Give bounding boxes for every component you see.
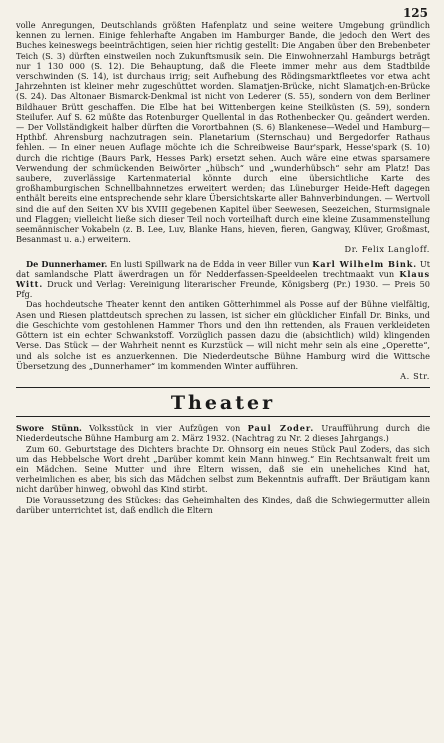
section-title: Theater <box>170 392 276 415</box>
play-title: Swore Stünn. <box>16 423 82 434</box>
page-number: 125 <box>402 6 428 20</box>
review-intro: En lusti Spillwark na de Edda in veer Biller vun <box>107 258 313 269</box>
review-header <box>16 259 430 300</box>
review-paragraph: Zum 60. Geburtstage des Dichters brachte Dr. Ohnsorg ein neues Stück Paul Zoders, das sich um das Hebbelsche Wort dreht „Darüber kommt kein Mann hinweg.“ Ein Rechtsanwalt freit um ein Mädchen. Seine Mutter und ihre Eltern wissen, daß sie ein uneheliches Kind hat, verheimlichen es aber, bis sich das Mädchen selbst zum Bekenntnis aufrafft. Der Bräutigam kann nicht darüber hinweg, obwohl das Kind stirbt. <box>16 443 430 495</box>
review-signature: A. Str. <box>400 370 430 381</box>
section-divider <box>16 416 430 417</box>
review-paragraph: volle Anregungen, Deutschlands größten Hafenplatz und seine weitere Umgebung gründlich kennen zu lernen. Einige fehlerhafte Angaben im Hamburger Bande, die jedoch den Wert des Buches keineswegs beeinträchtigen, seien hier richtig gestellt: Die Angaben über den Brebenbeter Teich (S. 3) dürften einstweilen noch Zukunftsmusik sein. Die Einwohnerzahl Hamburgs beträgt nur 1 130 000 (S. 12). Die Behauptung, daß die Fleete immer mehr aus dem Stadtbilde verschwinden (S. 14), ist durchaus irrig; seit Aufhebung des Rödingsmarktfleetes vor etwa acht Jahrzehnten ist kleiner mehr zugeschüttet worden. Slamatjen-Brücke, nicht Slamatjch-en-Brücke (S. 24). Das Altonaer Bismarck-Denkmal ist nicht von Lederer (S. 55), sondern von dem Berliner Bildhauer Brütt geschaffen. Die Elbe hat bei Wittenbergen keine Steilküsten (S. 59), sondern Steilufer. Auf S. 62 müßte das Rotenburger Quellental in das Rothenbecker Qu. geändert werden. — Der Vollständigkeit halber dürften die Vorortbahnen (S. 6) Blankenese—Wedel und Hamburg—Hpthbf. Ahrensburg nachzutragen sein. Planetarium (Sternschau) und Bergedorfer Rathaus fehlen. — In einer neuen Auflage möchte ich die Schreibweise Baur'spark, Hesse'spark (S. 10) durch die richtige (Baurs Park, Hesses Park) ersetzt sehen. Auch wäre eine etwas sparsamere Verwendung der schmückenden Beiwörter „hübsch“ und „wunderhübsch“ sehr am Platz! Das saubere, zuverlässige Kartenmaterial könnte durch eine übersichtliche Karte des großhamburgischen Schnellbahnnetzes erweitert werden; das Lüneburger Heide-Heft dagegen enthält bereits eine entsprechende sehr klare Übersichtskarte aller Bahnverbindungen. — Wertvoll sind die auf den Seiten XV bis XVIII gegebenen Kapitel über Seewesen, Seezeichen, Sturmsignale und Flaggen; vielleicht ließe sich dieser Teil noch vorteilhaft durch eine kleine Zusammenstellung seemännischer Vokabeln (z. B. Lee, Luv, Blanke Hans, hieven, fieren, Gangway, Klüver, Großmast, Besanmast u. a.) erweitern. <box>16 20 430 245</box>
work-title: De Dunnerhamer. <box>26 258 108 269</box>
review-mid: Ut dat samlandsche Platt äwerdragen un för Nedderfassen-Speeldeelen trechtmaakt vun <box>16 258 431 279</box>
author-name: Paul Zoder. <box>247 423 315 434</box>
section-divider <box>16 387 430 388</box>
theater-body <box>16 423 430 515</box>
review-paragraph: Die Voraussetzung des Stückes: das Geheimhalten des Kindes, daß die Schwiegermutter allein darüber unterrichtet ist, daß endlich die Eltern <box>16 494 430 515</box>
review-paragraph: Das hochdeutsche Theater kennt den antiken Götterhimmel als Posse auf der Bühne vielfältig, Asen und Riesen plattdeutsch sprechen zu lassen, ist sicher ein glücklicher Einfall Dr. Binks, und die Geschichte vom gestohlenen Hammer Thors und den ihn rettenden, als Frauen verkleideten Göttern ist ein echter Schwankstoff. Vorzüglich passen dazu die (absichtlich) wild) klingenden Verse. Das Stück — der Wahrheit nennt es Kurzstück — will nicht mehr sein als eine „Operette“, und als solche ist es anzuerkennen. Die Niederdeutsche Bühne Hamburg wird die Wittsche Übersetzung des „Dunnerhamer“ im kommenden Winter aufführen. <box>16 299 430 371</box>
review-header <box>16 423 430 443</box>
author-name: Karl Wilhelm Bink. <box>312 258 418 269</box>
play-intro: Volksstück in vier Aufzügen von <box>81 423 248 434</box>
review-signature: Dr. Felix Langloff. <box>344 244 430 255</box>
premiere-info: Uraufführung durch die Niederdeutsche Bühne Hamburg am 2. März 1932. (Nachtrag zu Nr. 2 dieses Jahrgangs.) <box>16 423 430 444</box>
article-body <box>16 20 430 381</box>
publisher-info: Druck und Verlag: Vereinigung literarischer Freunde, Königsberg (Pr.) 1930. — Preis 50 Pfg. <box>16 279 430 300</box>
adapter-name: Klaus Witt. <box>16 268 430 290</box>
